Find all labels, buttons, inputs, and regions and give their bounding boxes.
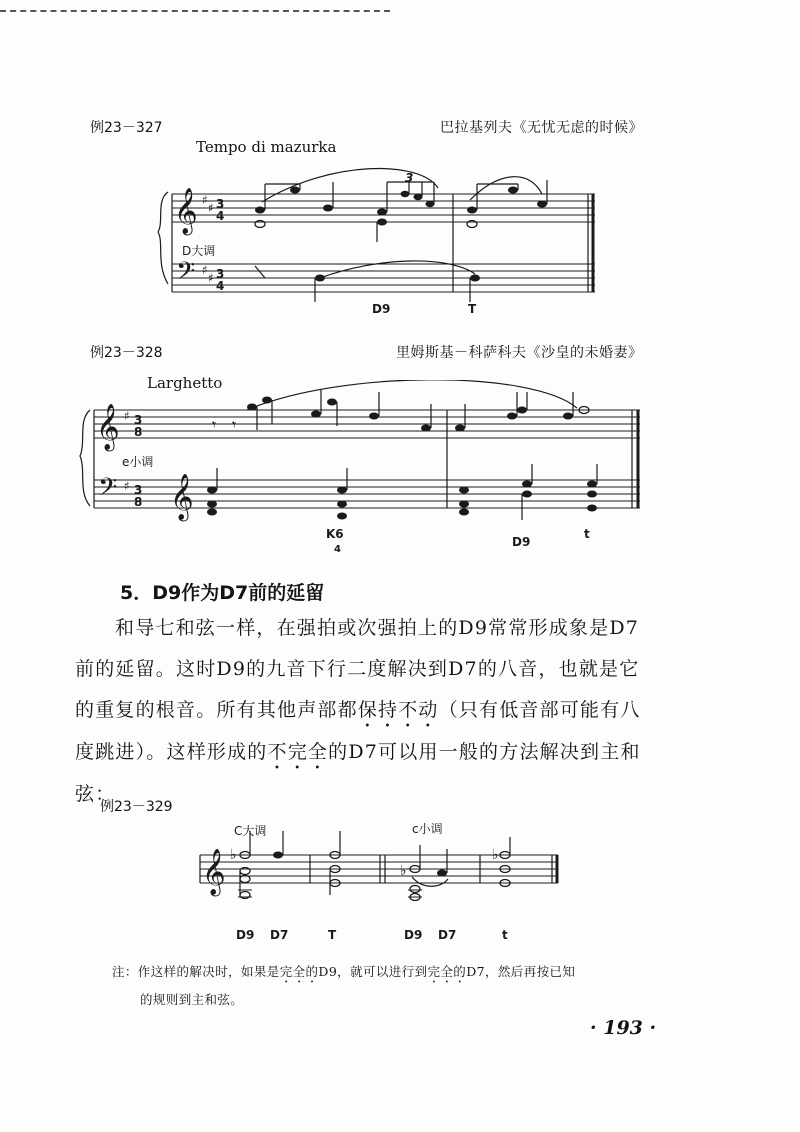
svg-text:4: 4 bbox=[216, 209, 225, 223]
chord-label: D7 bbox=[438, 928, 457, 942]
tempo-marking: Larghetto bbox=[147, 374, 223, 392]
svg-text:♯: ♯ bbox=[124, 479, 130, 493]
brace bbox=[80, 410, 90, 506]
para-line: 前的延留。这时D9的九音下行二度解决到D7的八音，也就是它 bbox=[75, 658, 640, 680]
slur bbox=[470, 177, 542, 200]
svg-text:3: 3 bbox=[216, 197, 225, 211]
treble-clef: 𝄞 bbox=[96, 404, 120, 450]
svg-text:8: 8 bbox=[134, 425, 143, 439]
tempo-marking: Tempo di mazurka bbox=[196, 138, 337, 156]
emphasis-dotted: 保持不动 bbox=[357, 699, 439, 721]
svg-text:♭: ♭ bbox=[230, 847, 237, 863]
svg-text:♭: ♭ bbox=[492, 847, 499, 863]
treble-clef: 𝄞 bbox=[170, 474, 194, 520]
chord-label: D9 bbox=[236, 928, 255, 942]
svg-text:♯: ♯ bbox=[208, 201, 214, 215]
svg-text:𝄾: 𝄾 bbox=[212, 415, 217, 434]
score-example-328 bbox=[72, 380, 652, 560]
score-example-329 bbox=[190, 815, 570, 945]
brace bbox=[158, 192, 168, 284]
footnote bbox=[112, 958, 672, 1014]
chord-label: K6 bbox=[326, 527, 344, 541]
svg-text:3: 3 bbox=[134, 483, 143, 497]
section-heading: 5．D9作为D7前的延留 bbox=[120, 582, 325, 604]
example-label: 例23－327 bbox=[90, 120, 163, 136]
chord-label: D9 bbox=[372, 302, 391, 316]
svg-text:3: 3 bbox=[405, 171, 414, 185]
svg-text:♭: ♭ bbox=[400, 863, 407, 879]
score-example-327 bbox=[150, 160, 610, 320]
bass-staff bbox=[172, 264, 595, 292]
para-line: 弦： bbox=[75, 783, 116, 805]
chord-label: D9 bbox=[512, 535, 531, 549]
key-label: C大调 bbox=[234, 824, 267, 838]
svg-text:3: 3 bbox=[134, 413, 143, 427]
treble-clef: 𝄞 bbox=[174, 188, 198, 234]
para-line: 的重复的根音。所有其他声部都保持不动（只有低音部可能有八 bbox=[75, 699, 641, 721]
footnote-line: 的规则到主和弦。 bbox=[140, 992, 244, 1007]
svg-text:8: 8 bbox=[134, 495, 143, 509]
chord-label: T bbox=[328, 928, 337, 942]
emphasis-dotted: 不完全 bbox=[267, 741, 329, 763]
example-label: 例23－328 bbox=[90, 345, 163, 361]
key-label: e小调 bbox=[122, 455, 154, 469]
para-line: 和导七和弦一样，在强拍或次强拍上的D9常常形成象是D7 bbox=[115, 617, 640, 639]
top-dashed-rule bbox=[0, 10, 390, 12]
key-label: c小调 bbox=[412, 822, 443, 836]
svg-text:4: 4 bbox=[216, 279, 225, 293]
svg-text:3: 3 bbox=[216, 267, 225, 281]
example-label: 例23－329 bbox=[100, 799, 173, 815]
svg-text:♯: ♯ bbox=[202, 193, 208, 207]
treble-staff bbox=[172, 194, 595, 222]
chord-label: t bbox=[502, 928, 508, 942]
treble-staff bbox=[94, 410, 640, 438]
svg-text:𝄾: 𝄾 bbox=[232, 415, 237, 434]
bass-clef: 𝄢 bbox=[176, 257, 196, 292]
chord-label: D7 bbox=[270, 928, 289, 942]
svg-text:♯: ♯ bbox=[208, 271, 214, 285]
footnote-line: 注：作这样的解决时，如果是完全的D9，就可以进行到完全的D7，然后再按已知 bbox=[112, 964, 576, 979]
example-source: 巴拉基列夫《无忧无虑的时候》 bbox=[440, 120, 643, 136]
treble-staff bbox=[200, 855, 558, 883]
body-paragraph bbox=[75, 608, 675, 815]
chord-label: T bbox=[468, 302, 477, 316]
treble-clef: 𝄞 bbox=[202, 849, 226, 895]
example-source: 里姆斯基－科萨科夫《沙皇的未婚妻》 bbox=[396, 345, 643, 361]
para-line: 度跳进）。这样形成的不完全的D7可以用一般的方法解决到主和 bbox=[75, 741, 641, 763]
key-label: D大调 bbox=[182, 244, 216, 258]
svg-text:♯: ♯ bbox=[124, 409, 130, 423]
svg-text:♯: ♯ bbox=[202, 263, 208, 277]
chord-sub-label: 4 bbox=[334, 544, 341, 555]
chord-label: D9 bbox=[404, 928, 423, 942]
chord-label: t bbox=[584, 527, 590, 541]
page-number: · 193 · bbox=[590, 1017, 657, 1039]
bass-clef: 𝄢 bbox=[98, 473, 118, 508]
